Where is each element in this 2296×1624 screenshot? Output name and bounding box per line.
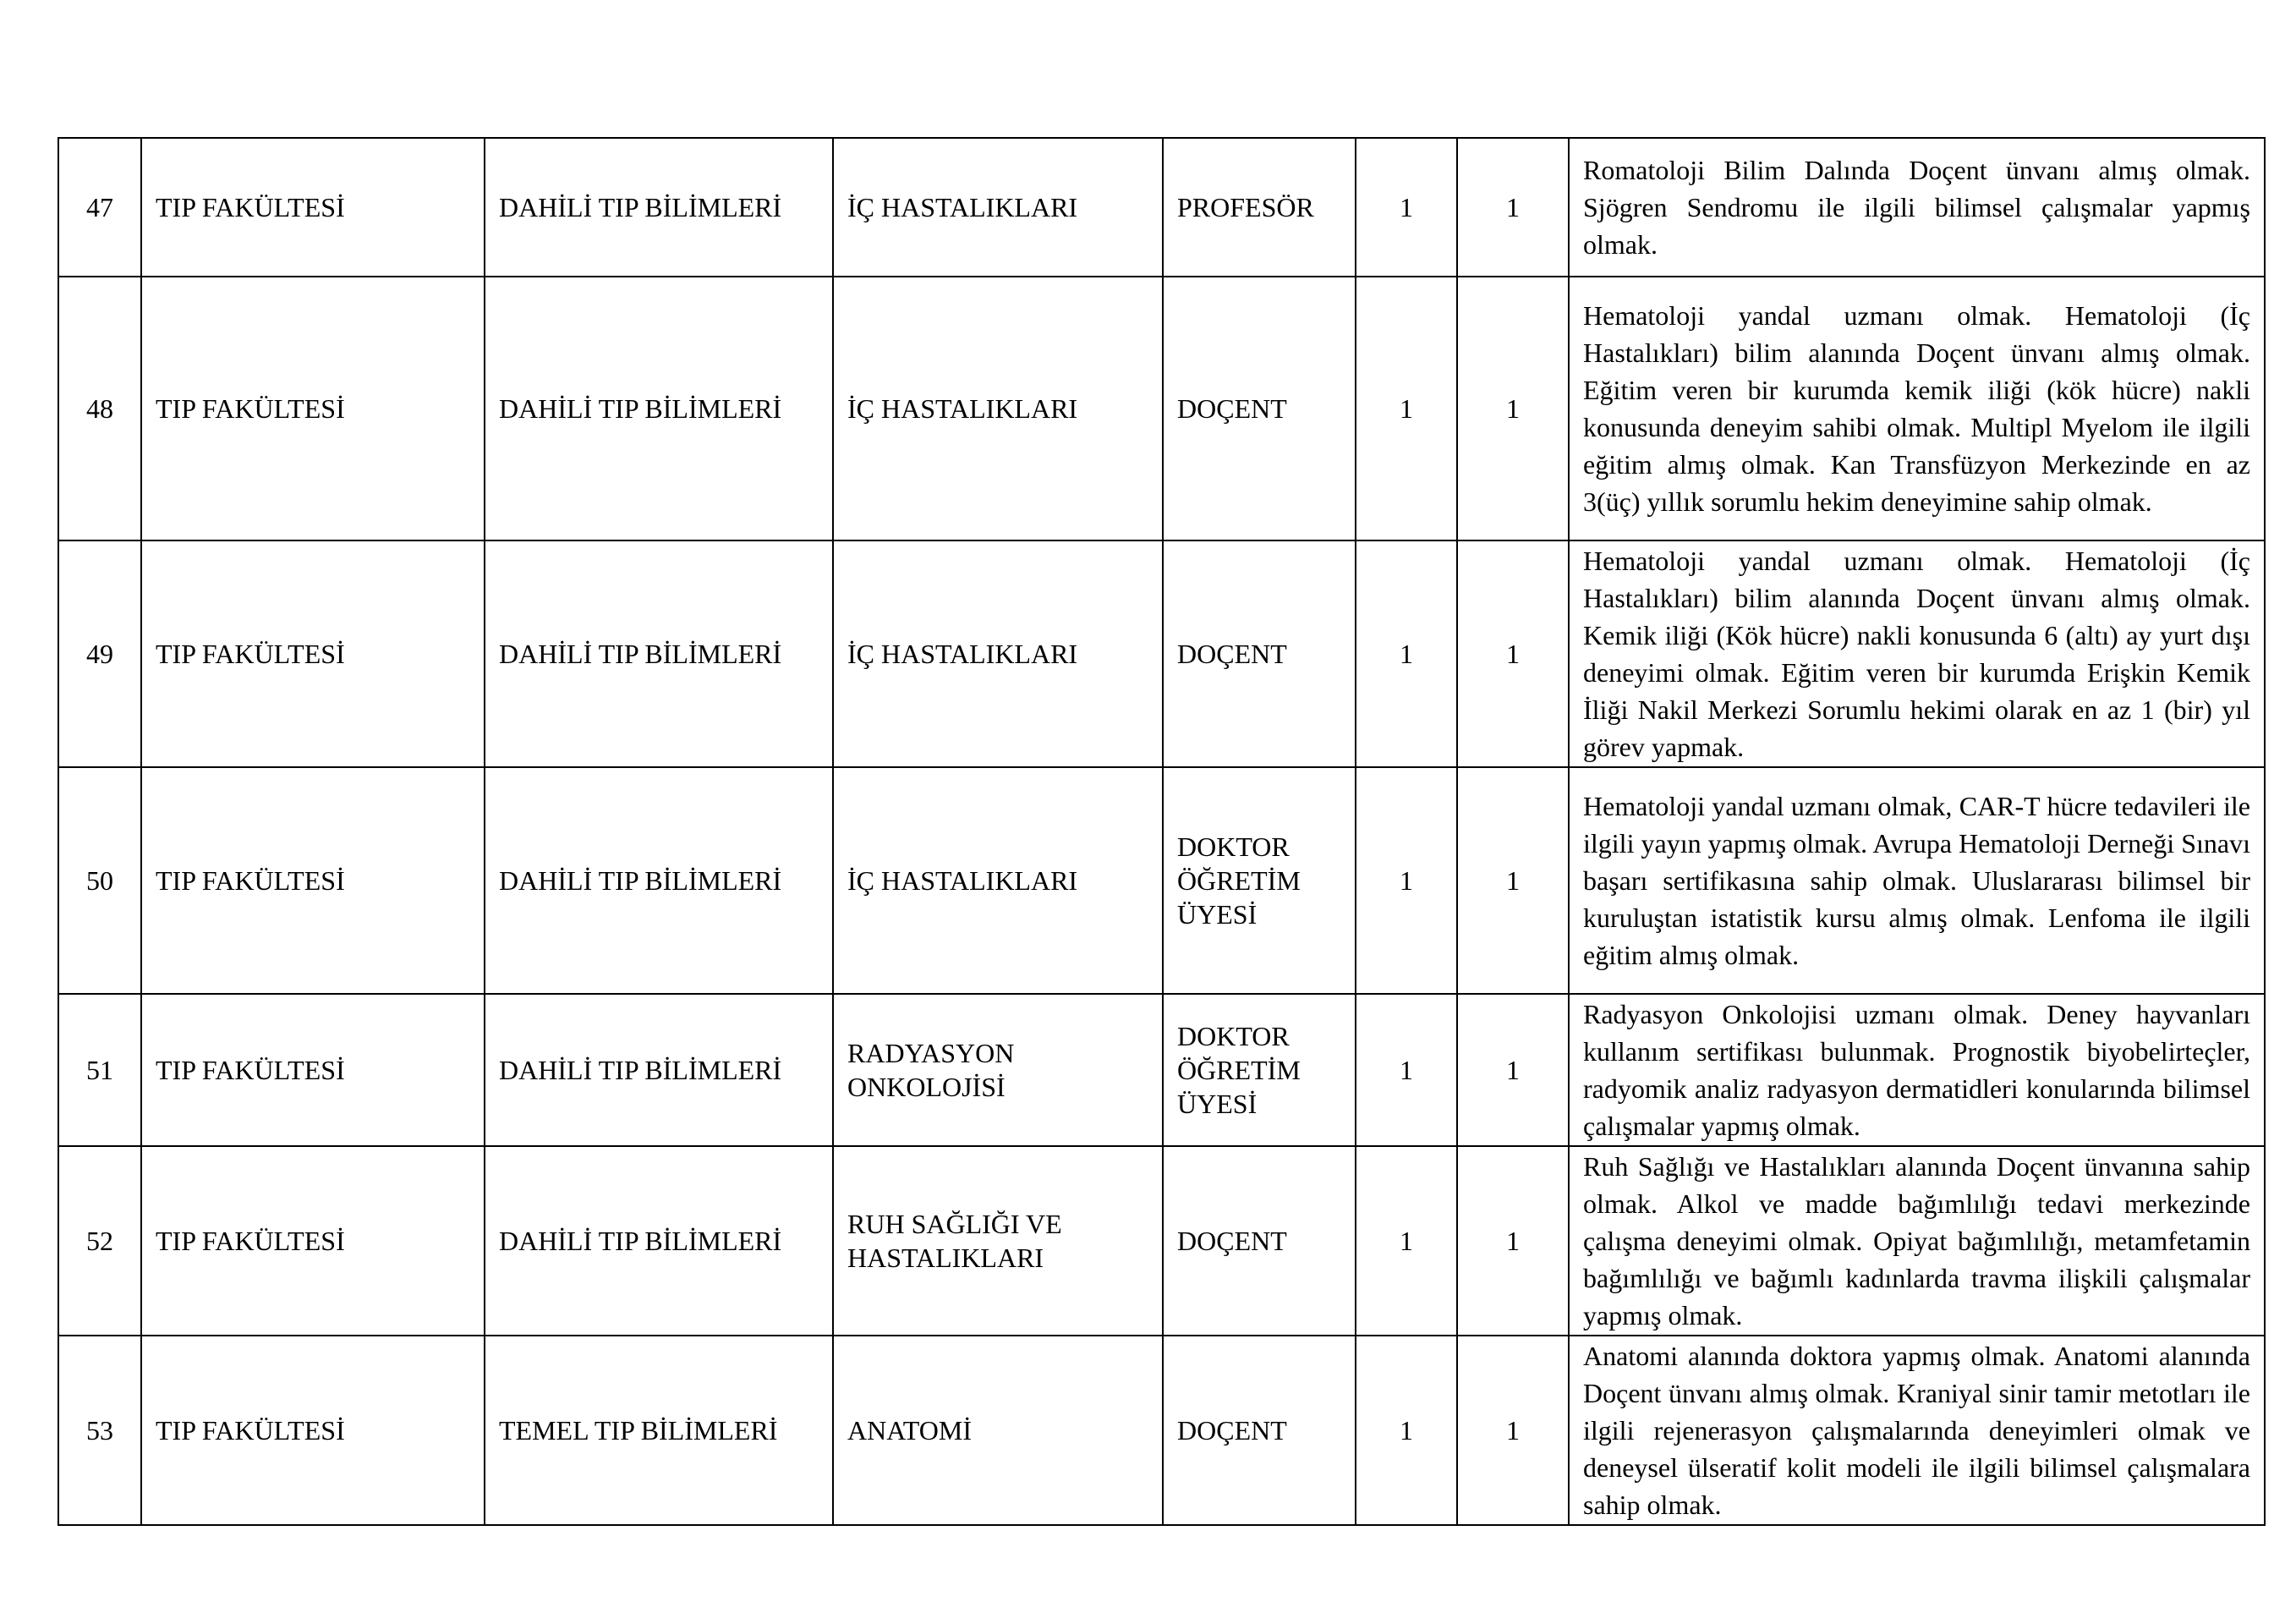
- department-cell: İÇ HASTALIKLARI: [833, 767, 1163, 994]
- requirements-cell: Anatomi alanında doktora yapmış olmak. Anatomi alanında Doçent ünvanı almış olmak. Kraniyal sinir tamir metotları ile ilgili rejenerasyon çalışmalarında deneyimleri olmak ve deneysel ülseratif kolit modeli ile ilgili bilimsel çalışmalara sahip olmak.: [1569, 1336, 2265, 1525]
- department-cell: RADYASYON ONKOLOJİSİ: [833, 994, 1163, 1146]
- row-number: 50: [58, 767, 141, 994]
- division-cell: DAHİLİ TIP BİLİMLERİ: [485, 138, 833, 277]
- requirements-cell: Radyasyon Onkolojisi uzmanı olmak. Deney hayvanları kullanım sertifikası bulunmak. Prognostik biyobelirteçler, radyomik analiz radyasyon dermatidleri konularında bilimsel çalışmalar yapmış olmak.: [1569, 994, 2265, 1146]
- count-b-cell: 1: [1457, 277, 1569, 540]
- division-cell: DAHİLİ TIP BİLİMLERİ: [485, 994, 833, 1146]
- table-row: [58, 1146, 2265, 1336]
- title-cell: DOÇENT: [1163, 540, 1356, 767]
- division-cell: DAHİLİ TIP BİLİMLERİ: [485, 540, 833, 767]
- count-b-cell: 1: [1457, 767, 1569, 994]
- title-cell: DOKTOR ÖĞRETİM ÜYESİ: [1163, 767, 1356, 994]
- table-row: [58, 540, 2265, 767]
- title-cell: DOÇENT: [1163, 1146, 1356, 1336]
- title-cell: DOÇENT: [1163, 277, 1356, 540]
- faculty-cell: TIP FAKÜLTESİ: [141, 994, 485, 1146]
- count-a-cell: 1: [1356, 138, 1457, 277]
- count-a-cell: 1: [1356, 767, 1457, 994]
- requirements-cell: Romatoloji Bilim Dalında Doçent ünvanı almış olmak. Sjögren Sendromu ile ilgili bilimsel çalışmalar yapmış olmak.: [1569, 138, 2265, 277]
- row-number: 49: [58, 540, 141, 767]
- title-cell: DOKTOR ÖĞRETİM ÜYESİ: [1163, 994, 1356, 1146]
- count-b-cell: 1: [1457, 540, 1569, 767]
- count-a-cell: 1: [1356, 277, 1457, 540]
- department-cell: ANATOMİ: [833, 1336, 1163, 1525]
- faculty-cell: TIP FAKÜLTESİ: [141, 540, 485, 767]
- department-cell: İÇ HASTALIKLARI: [833, 138, 1163, 277]
- table-row: [58, 994, 2265, 1146]
- row-number: 53: [58, 1336, 141, 1525]
- table-row: [58, 138, 2265, 277]
- count-b-cell: 1: [1457, 1336, 1569, 1525]
- count-a-cell: 1: [1356, 540, 1457, 767]
- department-cell: İÇ HASTALIKLARI: [833, 277, 1163, 540]
- faculty-cell: TIP FAKÜLTESİ: [141, 1146, 485, 1336]
- positions-table: [58, 137, 2266, 1526]
- row-number: 48: [58, 277, 141, 540]
- division-cell: DAHİLİ TIP BİLİMLERİ: [485, 767, 833, 994]
- division-cell: TEMEL TIP BİLİMLERİ: [485, 1336, 833, 1525]
- row-number: 52: [58, 1146, 141, 1336]
- count-b-cell: 1: [1457, 1146, 1569, 1336]
- faculty-cell: TIP FAKÜLTESİ: [141, 767, 485, 994]
- requirements-cell: Hematoloji yandal uzmanı olmak, CAR-T hücre tedavileri ile ilgili yayın yapmış olmak. Avrupa Hematoloji Derneği Sınavı başarı sertifikasına sahip olmak. Uluslararası bilimsel bir kuruluştan istatistik kursu almış olmak. Lenfoma ile ilgili eğitim almış olmak.: [1569, 767, 2265, 994]
- row-number: 51: [58, 994, 141, 1146]
- count-a-cell: 1: [1356, 994, 1457, 1146]
- row-number: 47: [58, 138, 141, 277]
- department-cell: İÇ HASTALIKLARI: [833, 540, 1163, 767]
- count-a-cell: 1: [1356, 1146, 1457, 1336]
- table-row: [58, 277, 2265, 540]
- faculty-cell: TIP FAKÜLTESİ: [141, 138, 485, 277]
- table-row: [58, 1336, 2265, 1525]
- requirements-cell: Hematoloji yandal uzmanı olmak. Hematoloji (İç Hastalıkları) bilim alanında Doçent ünvanı almış olmak. Eğitim veren bir kurumda kemik iliği (kök hücre) nakli konusunda deneyim sahibi olmak. Multipl Myelom ile ilgili eğitim almış olmak. Kan Transfüzyon Merkezinde en az 3(üç) yıllık sorumlu hekim deneyimine sahip olmak.: [1569, 277, 2265, 540]
- division-cell: DAHİLİ TIP BİLİMLERİ: [485, 277, 833, 540]
- division-cell: DAHİLİ TIP BİLİMLERİ: [485, 1146, 833, 1336]
- department-cell: RUH SAĞLIĞI VE HASTALIKLARI: [833, 1146, 1163, 1336]
- table-row: [58, 767, 2265, 994]
- count-b-cell: 1: [1457, 994, 1569, 1146]
- faculty-cell: TIP FAKÜLTESİ: [141, 1336, 485, 1525]
- requirements-cell: Hematoloji yandal uzmanı olmak. Hematoloji (İç Hastalıkları) bilim alanında Doçent ünvanı almış olmak. Kemik iliği (Kök hücre) nakli konusunda 6 (altı) ay yurt dışı deneyimi olmak. Eğitim veren bir kurumda Erişkin Kemik İliği Nakil Merkezi Sorumlu hekimi olarak en az 1 (bir) yıl görev yapmak.: [1569, 540, 2265, 767]
- requirements-cell: Ruh Sağlığı ve Hastalıkları alanında Doçent ünvanına sahip olmak. Alkol ve madde bağımlılığı tedavi merkezinde çalışma deneyimi olmak. Opiyat bağımlılığı, metamfetamin bağımlılığı ve bağımlı kadınlarda travma ilişkili çalışmalar yapmış olmak.: [1569, 1146, 2265, 1336]
- count-a-cell: 1: [1356, 1336, 1457, 1525]
- count-b-cell: 1: [1457, 138, 1569, 277]
- faculty-cell: TIP FAKÜLTESİ: [141, 277, 485, 540]
- title-cell: DOÇENT: [1163, 1336, 1356, 1525]
- title-cell: PROFESÖR: [1163, 138, 1356, 277]
